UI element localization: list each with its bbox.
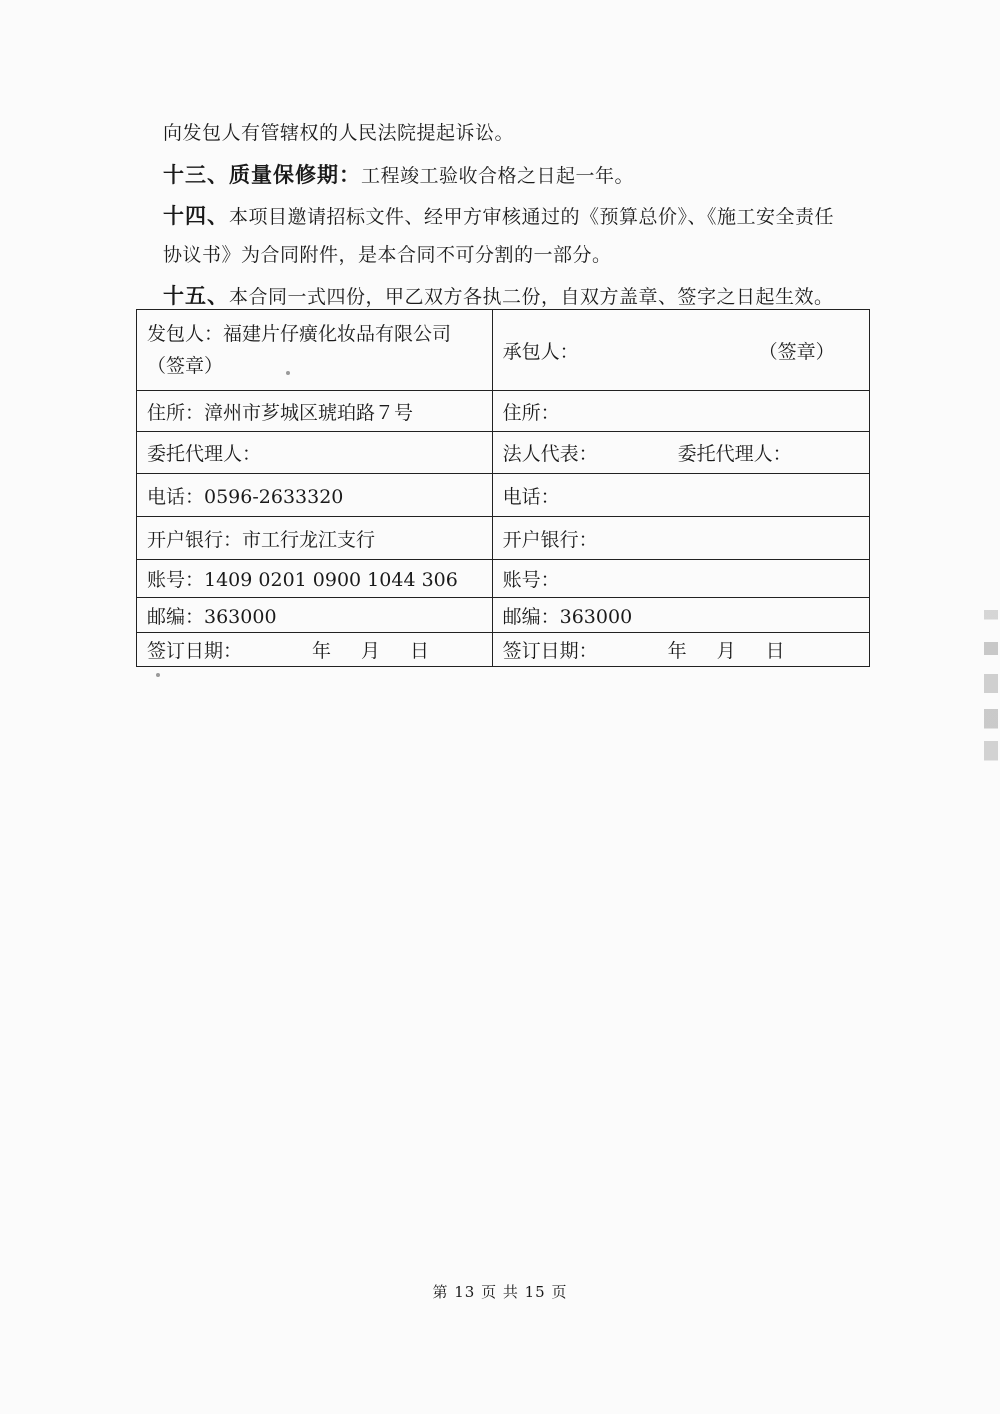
contractor-date-month: 月 bbox=[716, 640, 736, 662]
contractor-date-label: 签订日期： bbox=[502, 640, 598, 662]
clause-15 bbox=[163, 280, 834, 310]
clause-14 bbox=[163, 200, 834, 230]
clause-14-text-line2: 协议书》为合同附件，是本合同不可分割的一部分。 bbox=[163, 244, 612, 266]
issuer-cell bbox=[137, 310, 493, 391]
contractor-date-day: 日 bbox=[765, 640, 785, 662]
contractor-agent-field: 委托代理人： bbox=[677, 443, 792, 465]
issuer-account-field: 账号：1409 0201 0900 1044 306 bbox=[137, 560, 493, 598]
seal-edge-mark bbox=[984, 610, 998, 770]
table-row bbox=[137, 598, 870, 633]
contractor-postcode-field: 邮编：363000 bbox=[492, 598, 869, 633]
legal-rep-field: 法人代表： bbox=[502, 443, 598, 465]
issuer-field: 发包人：福建片仔癀化妆品有限公司（签章） bbox=[147, 323, 452, 377]
table-row bbox=[137, 391, 870, 432]
issuer-date-year: 年 bbox=[312, 640, 332, 662]
contractor-rep-cell bbox=[492, 432, 869, 474]
clause-13 bbox=[163, 159, 634, 189]
issuer-agent-field: 委托代理人： bbox=[137, 432, 493, 474]
contractor-bank-field: 开户银行： bbox=[492, 517, 869, 560]
table-row bbox=[137, 560, 870, 598]
issuer-date-cell bbox=[137, 633, 493, 667]
table-row bbox=[137, 432, 870, 474]
table-row bbox=[137, 310, 870, 391]
clause-14-text-line1: 本项目邀请招标文件、经甲方审核通过的《预算总价》、《施工安全责任 bbox=[229, 206, 835, 228]
scan-speck bbox=[156, 673, 160, 677]
issuer-date-month: 月 bbox=[361, 640, 381, 662]
clause-15-heading: 十五、 bbox=[163, 283, 229, 308]
issuer-postcode-field: 邮编：363000 bbox=[137, 598, 493, 633]
issuer-phone-field: 电话：0596-2633320 bbox=[137, 474, 493, 517]
contractor-date-cell bbox=[492, 633, 869, 667]
table-row bbox=[137, 517, 870, 560]
table-row bbox=[137, 633, 870, 667]
issuer-address-field: 住所：漳州市芗城区琥珀路７号 bbox=[137, 391, 493, 432]
contractor-cell bbox=[492, 310, 869, 391]
page-number: 第 13 页 共 15 页 bbox=[432, 1283, 568, 1301]
clause-13-text: 工程竣工验收合格之日起一年。 bbox=[361, 165, 635, 187]
clause-15-text: 本合同一式四份，甲乙双方各执二份，自双方盖章、签字之日起生效。 bbox=[229, 286, 834, 308]
contractor-field: 承包人： bbox=[502, 340, 579, 363]
clause-12-continuation: 向发包人有管辖权的人民法院提起诉讼。 bbox=[163, 122, 515, 144]
table-row bbox=[137, 474, 870, 517]
contractor-address-field: 住所： bbox=[492, 391, 869, 432]
signature-table bbox=[136, 309, 870, 667]
issuer-date-label: 签订日期： bbox=[147, 640, 243, 662]
issuer-bank-field: 开户银行：市工行龙江支行 bbox=[137, 517, 493, 560]
clause-14-heading: 十四、 bbox=[163, 203, 229, 228]
issuer-date-day: 日 bbox=[410, 640, 430, 662]
contractor-account-field: 账号： bbox=[492, 560, 869, 598]
contractor-date-year: 年 bbox=[667, 640, 687, 662]
clause-13-heading: 十三、质量保修期： bbox=[163, 162, 361, 187]
scan-speck bbox=[286, 371, 290, 375]
contractor-seal-label: （签章） bbox=[758, 340, 835, 363]
contractor-phone-field: 电话： bbox=[492, 474, 869, 517]
